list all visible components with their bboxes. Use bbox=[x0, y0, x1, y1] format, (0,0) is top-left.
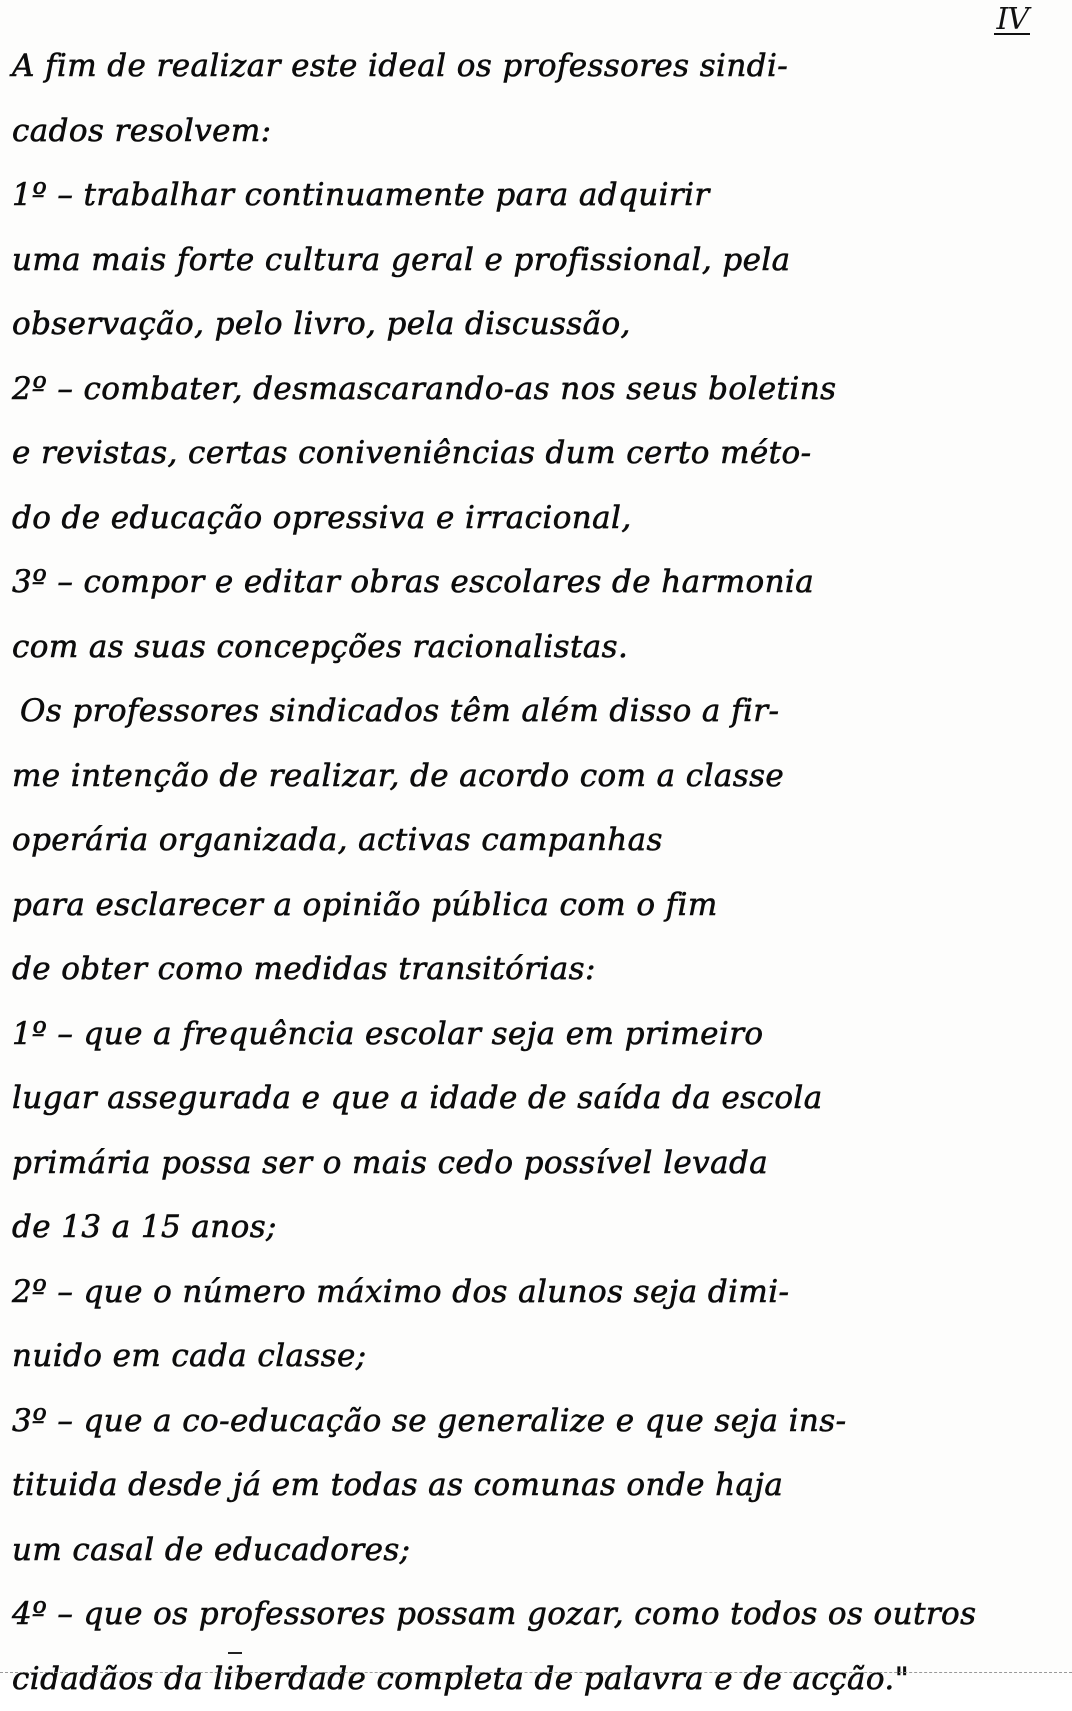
text-line: 2º – combater, desmascarando-as nos seus boletins bbox=[8, 357, 1048, 422]
text-line: cados resolvem: bbox=[8, 99, 1048, 164]
text-line: nuido em cada classe; bbox=[8, 1324, 1048, 1389]
text-line: 1º – que a frequência escolar seja em primeiro bbox=[8, 1002, 1048, 1067]
text-line: 3º – compor e editar obras escolares de harmonia bbox=[8, 550, 1048, 615]
text-line: cidadãos da liberdade completa de palavra e de acção." bbox=[8, 1647, 1048, 1711]
text-line: com as suas concepções racionalistas. bbox=[8, 615, 1048, 680]
text-line: observação, pelo livro, pela discussão, bbox=[8, 292, 1048, 357]
text-line: um casal de educadores; bbox=[8, 1518, 1048, 1583]
text-line: 2º – que o número máximo dos alunos seja dimi- bbox=[8, 1260, 1048, 1325]
text-line: de obter como medidas transitórias: bbox=[8, 937, 1048, 1002]
page-number: IV bbox=[996, 2, 1028, 37]
page-edge-rule bbox=[0, 1672, 1072, 1673]
text-line: operária organizada, activas campanhas bbox=[8, 808, 1048, 873]
text-line: 3º – que a co-educação se generalize e que seja ins- bbox=[8, 1389, 1048, 1454]
text-line: do de educação opressiva e irracional, bbox=[8, 486, 1048, 551]
text-line: para esclarecer a opinião pública com o fim bbox=[8, 873, 1048, 938]
text-line: 4º – que os professores possam gozar, como todos os outros bbox=[8, 1582, 1048, 1647]
manuscript-text bbox=[8, 34, 1048, 1711]
text-line: tituida desde já em todas as comunas onde haja bbox=[8, 1453, 1048, 1518]
text-line: uma mais forte cultura geral e profissional, pela bbox=[8, 228, 1048, 293]
text-line: Os professores sindicados têm além disso a fir- bbox=[8, 679, 1048, 744]
text-line: 1º – trabalhar continuamente para adquirir bbox=[8, 163, 1048, 228]
text-line: e revistas, certas coniveniências dum certo méto- bbox=[8, 421, 1048, 486]
text-line: de 13 a 15 anos; bbox=[8, 1195, 1048, 1260]
text-line: me intenção de realizar, de acordo com a classe bbox=[8, 744, 1048, 809]
text-line: primária possa ser o mais cedo possível levada bbox=[8, 1131, 1048, 1196]
text-line: lugar assegurada e que a idade de saída da escola bbox=[8, 1066, 1048, 1131]
text-line: A fim de realizar este ideal os professores sindi- bbox=[8, 34, 1048, 99]
pen-mark bbox=[228, 1652, 242, 1654]
